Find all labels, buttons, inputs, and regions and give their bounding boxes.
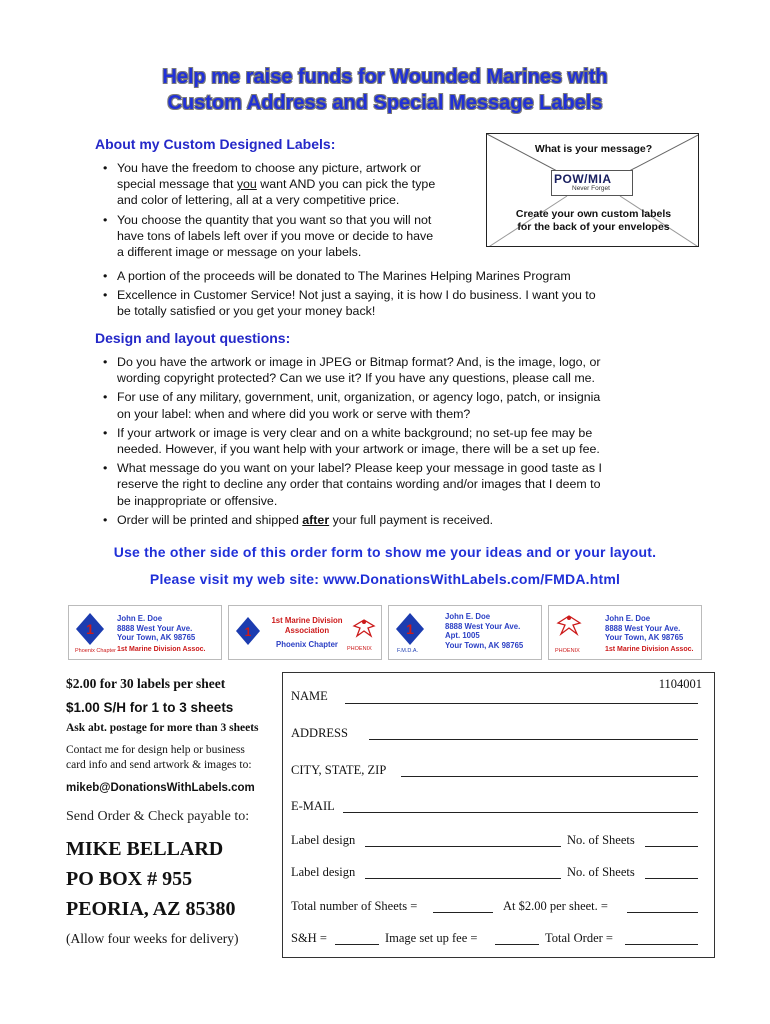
svg-text:1: 1 [86,621,94,637]
envelope-question: What is your message? [534,143,653,155]
envelope-cta: Create your own custom labels for the back of your envelopes [515,208,672,233]
form-code: 1104001 [658,677,702,691]
sample-label: 1 F.M.D.A. John E. Doe 8888 West Your Ave. Apt. 1005 Your Town, AK 98765 [388,605,542,660]
list-item: • Excellence in Customer Service! Not just a saying, it is how I do business. I want you to be totally satisfied or you get your money back! [95,287,715,319]
email-label: E-MAIL [291,799,335,813]
other-side-cta: Use the other side of this order form to show me your ideas and or your layout. [113,544,657,560]
total-order-field[interactable] [625,944,698,945]
address-field[interactable] [369,739,698,740]
marine-division-diamond-icon [235,616,261,646]
total-sheets-label: Total number of Sheets = [291,899,418,913]
svg-text:1: 1 [244,625,252,639]
pow-mia-flag-icon [551,170,633,196]
page-title [0,64,770,116]
no-sheets-label-2: No. of Sheets [567,865,635,879]
label-design-field-2[interactable] [365,878,561,879]
no-sheets-field-2[interactable] [645,878,698,879]
city-field[interactable] [401,776,698,777]
shipping-text: $1.00 S/H for 1 to 3 sheets [66,700,234,715]
list-item: • What message do you want on your label? Please keep your message in good taste as I reserve the right to decline any order that contains wording and/or images that I deem to be inappropriate or offensive. [95,460,715,509]
sample-label: 1 1st Marine Division Association Phoenix Chapter PHOENIX [228,605,382,660]
phoenix-bird-icon [351,616,377,644]
about-list-wide [95,268,715,323]
marine-division-diamond-icon [395,612,425,646]
design-list [95,354,715,531]
phoenix-bird-icon [555,612,583,642]
website-cta[interactable]: Please visit my web site: www.DonationsWithLabels.com/FMDA.html [149,571,621,587]
never-forget-text: Never Forget [572,185,610,192]
payee-name: MIKE BELLARD [66,838,224,860]
list-item: • Do you have the artwork or image in JPEG or Bitmap format? And, is the image, logo, or wording copyright protected? Can we use it? If you have any questions, please call me. [95,354,715,386]
payee-pobox: PO BOX # 955 [66,868,193,890]
setup-fee-label: Image set up fee = [385,931,478,945]
city-label: CITY, STATE, ZIP [291,763,387,777]
total-sheets-field[interactable] [433,912,493,913]
price-text: $2.00 for 30 labels per sheet [66,676,226,691]
label-design-label-1: Label design [291,833,356,847]
label-design-label-2: Label design [291,865,356,879]
name-label: NAME [291,689,328,703]
list-item: • You choose the quantity that you want so that you will not have tons of labels left over if you move or decide to have a different image or message on your labels. [95,212,485,261]
setup-fee-field[interactable] [495,944,539,945]
payee-city: PEORIA, AZ 85380 [66,898,236,920]
pow-mia-text: POW/MIA [554,172,612,186]
list-item: • If your artwork or image is very clear and on a white background; no set-up fee may be needed. However, if you want help with your artwork or image, there will be a set up fee. [95,425,715,457]
postage-text: Ask abt. postage for more than 3 sheets [66,722,259,734]
sample-label: 1 Phoenix Chapter John E. Doe 8888 West Your Ave. Your Town, AK 98765 1st Marine Division Assoc. [68,605,222,660]
list-item: • For use of any military, government, unit, organization, or agency logo, patch, or insignia on your label: when and where did you work or serve with them? [95,389,715,421]
sample-label: PHOENIX John E. Doe 8888 West Your Ave. Your Town, AK 98765 1st Marine Division Assoc. [548,605,702,660]
at-price-label: At $2.00 per sheet. = [503,899,608,913]
list-item: • Order will be printed and shipped after your full payment is received. [95,512,715,528]
list-item: • A portion of the proceeds will be donated to The Marines Helping Marines Program [95,268,715,284]
envelope-illustration [486,133,699,247]
no-sheets-label-1: No. of Sheets [567,833,635,847]
no-sheets-field-1[interactable] [645,846,698,847]
delivery-note: (Allow four weeks for delivery) [66,931,239,946]
email-text[interactable]: mikeb@DonationsWithLabels.com [66,782,255,794]
about-list [95,160,485,263]
label-design-field-1[interactable] [365,846,561,847]
sheets-cost-field[interactable] [627,912,698,913]
design-heading: Design and layout questions: [95,330,291,346]
svg-text:1: 1 [406,621,414,637]
title-line-2: Custom Address and Special Message Labels [167,92,603,114]
contact-text: Contact me for design help or business card info and send artwork & images to: [66,744,252,771]
sh-field[interactable] [335,944,379,945]
list-item: • You have the freedom to choose any picture, artwork or special message that you want AND you can pick the type and color of lettering, all at a very competitive price. [95,160,485,209]
address-label: ADDRESS [291,726,348,740]
about-heading: About my Custom Designed Labels: [95,136,336,152]
marine-division-diamond-icon [75,612,105,646]
sh-label: S&H = [291,931,327,945]
payable-text: Send Order & Check payable to: [66,809,250,824]
email-field[interactable] [343,812,698,813]
title-line-1: Help me raise funds for Wounded Marines with [162,66,608,88]
total-order-label: Total Order = [545,931,613,945]
sample-labels [68,605,702,660]
name-field[interactable] [345,703,698,704]
order-form [282,672,715,958]
